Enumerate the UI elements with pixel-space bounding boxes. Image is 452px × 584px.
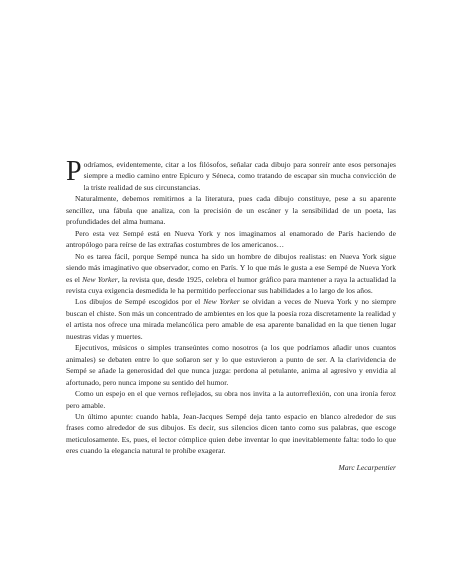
italic-title: New Yorker (203, 297, 240, 307)
paragraph (66, 228, 396, 251)
paragraph-text: , la revista que, desde 1925, celebra el humor gráfico para mantener a raya la actualidad la revista cuya exigencia desmedida le ha permitido perfeccionar sus habilidades a lo largo de los años. (66, 274, 397, 295)
paragraph-text: Los dibujos de Sempé escogidos por el (75, 297, 204, 307)
paragraph (66, 156, 396, 193)
drop-cap: P (66, 156, 82, 187)
paragraph-text: Un último apunte: cuando habla, Jean-Jacques Sempé deja tanto espacio en blanco alrededor de sus frases como alrededor de sus dibujos. Es decir, sus silencios dicen tanto como sus palabras, que escoge meticulosamente. Es, pues, el lector cómplice quien debe inventar lo que inevitablemente falta: todo lo que eres cuando la elegancia natural te prohíbe exagerar. (66, 411, 396, 456)
paragraph (66, 296, 396, 342)
paragraph (66, 388, 396, 411)
paragraph-text: Pero esta vez Sempé está en Nueva York y nos imaginamos al enamorado de París haciendo de antropólogo para reírse de las extrañas costumbres de los americanos… (66, 228, 396, 250)
paragraph-text: se olvidan a veces de Nueva York y no siempre buscan el chiste. Son más un concentrado de ambientes en los que la poesía roza discretamente la realidad y el artista nos ofrece una mirada melancólica pero amable de esa aparente banalidad en la que tienen lugar nuestras vidas y muertes. (66, 297, 396, 341)
paragraph-text: No es tarea fácil, porque Sempé nunca ha sido un hombre de dibujos realistas: en Nueva York sigue siendo más imaginativo que observador, como en París. Y lo que más le gusta a ese Sempé de Nueva York es el (66, 251, 396, 284)
author-signature: Marc Lecarpentier (338, 462, 396, 472)
italic-title: New Yorker (82, 274, 118, 284)
paragraph-text: Ejecutivos, músicos o simples transeúntes como nosotros (a los que podríamos añadir unos cuantos animales) se debaten entre lo que soñaron ser y lo que estuvieron a punto de ser. A la clarividencia de Sempé se añade la generosidad del que nunca juzga: perdona al petulante, anima al agresivo y envidia al afortunado, pero nunca impone su sentido del humor. (66, 343, 396, 387)
body-text (66, 156, 397, 473)
paragraph (66, 193, 396, 227)
paragraph (66, 411, 396, 457)
paragraph-text: Como un espejo en el que vernos reflejados, su obra nos invita a la autorreflexión, con una ironía feroz pero amable. (66, 389, 396, 410)
paragraph-text: Naturalmente, debemos remitirnos a la literatura, pues cada dibujo constituye, pese a su aparente sencillez, una fábula que analiza, con la precisión de un escáner y la sensibilidad de un poeta, las profundidades del alma humana. (66, 194, 396, 227)
paragraph (66, 342, 396, 388)
paragraph (66, 251, 396, 297)
paragraph-text: odríamos, evidentemente, citar a los filósofos, señalar cada dibujo para sonreír ante esos personajes siempre a medio camino entre Epicuro y Séneca, como tratando de escapar sin mucha convicción de la triste realidad de sus circunstancias. (83, 160, 396, 192)
